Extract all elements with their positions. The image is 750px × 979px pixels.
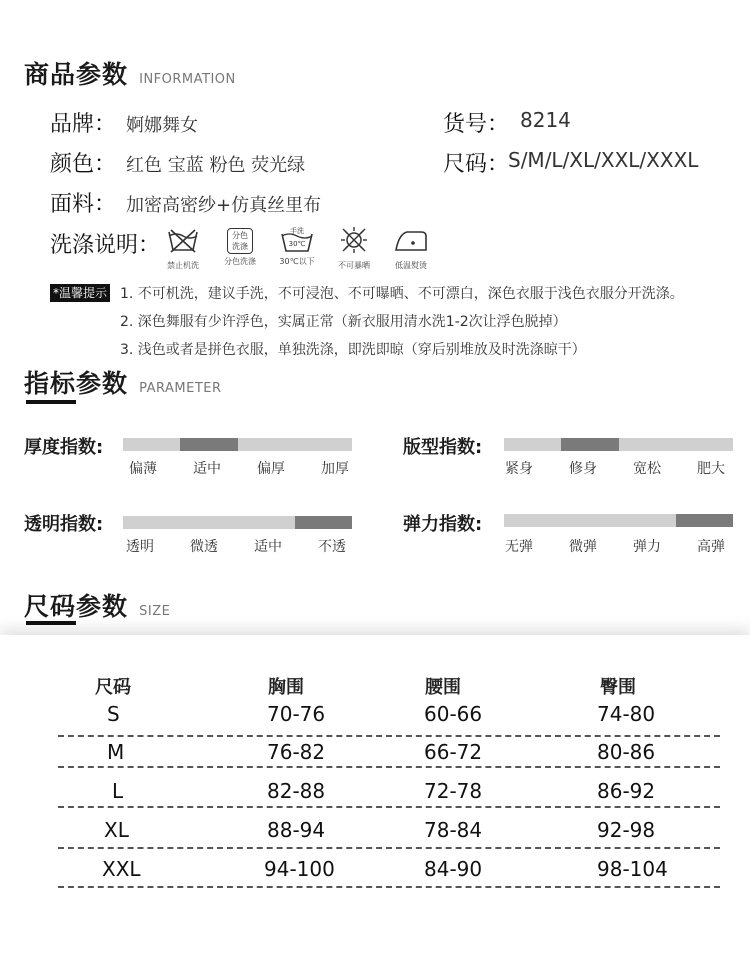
tick-label: 宽松 bbox=[633, 461, 661, 477]
transparency-selected-segment bbox=[295, 516, 352, 529]
fit-label: 版型指数: bbox=[403, 437, 483, 458]
thickness-ticks bbox=[113, 458, 365, 478]
cell-waist: 84-90 bbox=[424, 857, 483, 881]
cell-waist: 72-78 bbox=[424, 779, 483, 803]
low-iron-icon bbox=[391, 226, 431, 271]
fabric-label: 面料： bbox=[50, 192, 117, 217]
row-divider bbox=[58, 806, 720, 808]
wash-separately-text: 分色 洗涤 bbox=[227, 228, 253, 254]
brand-label: 品牌： bbox=[50, 112, 117, 137]
size-subtitle: SIZE bbox=[139, 604, 171, 619]
color-value: 红色 宝蓝 粉色 荧光绿 bbox=[126, 155, 306, 176]
fit-bar bbox=[504, 438, 733, 451]
thickness-bar bbox=[123, 438, 352, 451]
header-waist: 腰围 bbox=[425, 677, 461, 698]
care-caption: 30℃以下 bbox=[279, 257, 315, 266]
elasticity-ticks bbox=[489, 536, 741, 556]
tick-label: 高弹 bbox=[697, 539, 725, 555]
size-title-underline bbox=[26, 621, 76, 625]
size-value: S/M/L/XL/XXL/XXXL bbox=[508, 148, 699, 172]
color-label: 颜色： bbox=[50, 152, 117, 177]
fit-selected-segment bbox=[561, 438, 618, 451]
thickness-label: 厚度指数: bbox=[24, 437, 104, 458]
size-section-header bbox=[24, 587, 170, 623]
param-subtitle: PARAMETER bbox=[139, 381, 222, 396]
cell-waist: 66-72 bbox=[424, 740, 483, 764]
tick-label: 透明 bbox=[126, 539, 154, 555]
cell-chest: 94-100 bbox=[264, 857, 335, 881]
cell-size: M bbox=[107, 740, 125, 764]
cell-hip: 86-92 bbox=[597, 779, 656, 803]
thickness-selected-segment bbox=[180, 438, 237, 451]
tick-label: 偏厚 bbox=[257, 461, 285, 477]
row-divider bbox=[58, 766, 720, 768]
header-chest: 胸围 bbox=[268, 677, 304, 698]
cell-waist: 60-66 bbox=[424, 702, 483, 726]
cell-size: XL bbox=[104, 818, 129, 842]
param-title: 指标参数 bbox=[24, 369, 129, 398]
care-caption: 分色洗涤 bbox=[224, 257, 256, 266]
info-section-header bbox=[24, 55, 236, 91]
cell-size: XXL bbox=[102, 857, 141, 881]
cell-size: L bbox=[112, 779, 124, 803]
care-icons bbox=[163, 226, 431, 271]
wash-30c-icon bbox=[277, 226, 317, 271]
temp-text: 30℃ bbox=[288, 240, 306, 248]
cell-chest: 82-88 bbox=[267, 779, 326, 803]
tick-label: 紧身 bbox=[505, 461, 533, 477]
tick-label: 加厚 bbox=[321, 461, 349, 477]
cell-hip: 98-104 bbox=[597, 857, 668, 881]
hand-wash-text: 手洗 bbox=[290, 227, 304, 235]
tip-badge-text: *温馨提示 bbox=[50, 284, 110, 302]
param-section-header bbox=[24, 364, 222, 400]
transparency-label: 透明指数: bbox=[24, 514, 104, 535]
elasticity-label: 弹力指数: bbox=[403, 514, 483, 535]
cell-size: S bbox=[107, 702, 120, 726]
row-divider bbox=[58, 735, 720, 737]
elasticity-bar bbox=[504, 514, 733, 527]
cell-chest: 70-76 bbox=[267, 702, 326, 726]
tick-label: 适中 bbox=[254, 539, 282, 555]
brand-value: 婀娜舞女 bbox=[126, 115, 198, 136]
fabric-value: 加密高密纱+仿真丝里布 bbox=[126, 195, 322, 216]
header-size: 尺码 bbox=[95, 677, 131, 698]
size-label: 尺码： bbox=[443, 152, 510, 177]
wash-separately-icon bbox=[220, 226, 260, 271]
table-row bbox=[0, 702, 750, 732]
tip-badge bbox=[50, 282, 110, 301]
tip-line-3: 3. 浅色或者是拼色衣服，单独洗涤，即洗即晾（穿后别堆放及时洗涤晾干） bbox=[120, 342, 586, 358]
wash-label: 洗涤说明： bbox=[50, 233, 161, 258]
cell-hip: 74-80 bbox=[597, 702, 656, 726]
tick-label: 偏薄 bbox=[129, 461, 157, 477]
row-divider bbox=[58, 886, 720, 888]
no-sun-dry-icon bbox=[334, 226, 374, 271]
tick-label: 不透 bbox=[318, 539, 346, 555]
tick-label: 弹力 bbox=[633, 539, 661, 555]
cell-hip: 92-98 bbox=[597, 818, 656, 842]
tick-label: 适中 bbox=[193, 461, 221, 477]
care-caption: 禁止机洗 bbox=[167, 261, 199, 270]
tick-label: 微透 bbox=[190, 539, 218, 555]
cell-chest: 88-94 bbox=[267, 818, 326, 842]
param-title-underline bbox=[26, 400, 76, 404]
no-machine-wash-icon bbox=[163, 226, 203, 271]
tick-label: 肥大 bbox=[697, 461, 725, 477]
cell-chest: 76-82 bbox=[267, 740, 326, 764]
table-row bbox=[0, 857, 750, 887]
info-subtitle: INFORMATION bbox=[139, 72, 236, 87]
transparency-bar bbox=[123, 516, 352, 529]
tick-label: 无弹 bbox=[505, 539, 533, 555]
table-row bbox=[0, 779, 750, 809]
header-hip: 臀围 bbox=[600, 677, 636, 698]
tip-line-1: 1. 不可机洗，建议手洗，不可浸泡、不可曝晒、不可漂白，深色衣服于浅色衣服分开洗涤。 bbox=[120, 286, 684, 302]
transparency-ticks bbox=[110, 536, 362, 556]
info-title: 商品参数 bbox=[24, 60, 129, 89]
tip-line-2: 2. 深色舞服有少许浮色，实属正常（新衣服用清水洗1-2次让浮色脱掉） bbox=[120, 314, 567, 330]
table-row bbox=[0, 818, 750, 848]
fit-ticks bbox=[489, 458, 741, 478]
row-divider bbox=[58, 847, 720, 849]
care-caption: 低温熨烫 bbox=[395, 261, 427, 270]
care-caption: 不可暴晒 bbox=[338, 261, 370, 270]
elasticity-selected-segment bbox=[676, 514, 733, 527]
sku-value: 8214 bbox=[520, 108, 571, 132]
sku-label: 货号： bbox=[443, 112, 510, 137]
cell-waist: 78-84 bbox=[424, 818, 483, 842]
cell-hip: 80-86 bbox=[597, 740, 656, 764]
tick-label: 微弹 bbox=[569, 539, 597, 555]
size-title: 尺码参数 bbox=[24, 592, 129, 621]
tick-label: 修身 bbox=[569, 461, 597, 477]
